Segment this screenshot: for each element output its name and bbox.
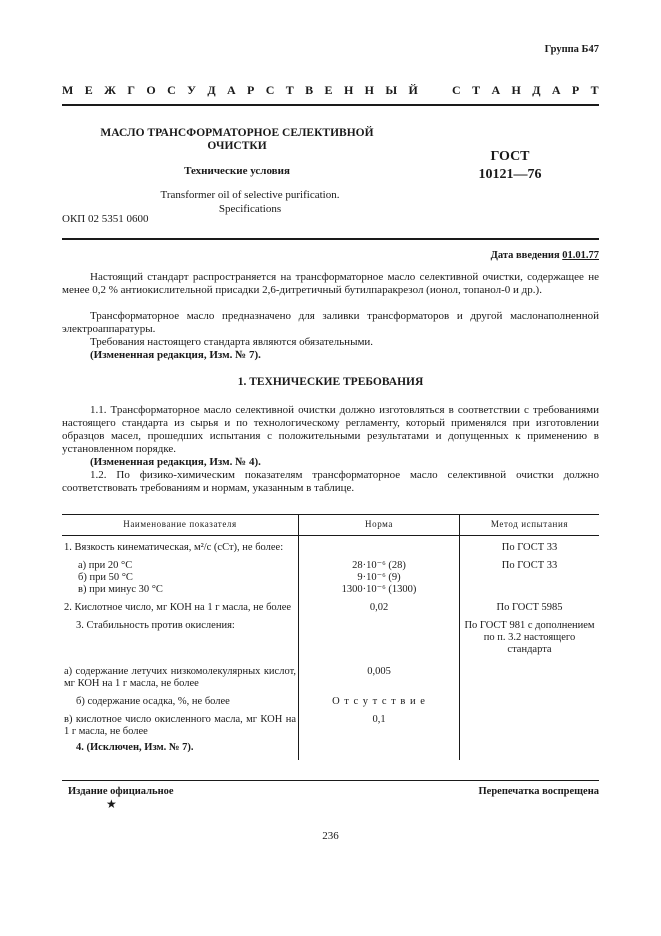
table-row [62,536,599,555]
row-1a-norm: 28·10⁻⁶ (28) [352,560,406,571]
amendment-7-note: (Измененная редакция, Изм. № 7). [90,349,261,361]
intro-paragraph-1 [62,271,599,297]
introduction-date [491,250,599,261]
title-line-1: МАСЛО ТРАНСФОРМАТОРНОЕ СЕЛЕКТИВНОЙ [100,127,374,139]
row-1c-name: в) при минус 30 °С [78,584,163,595]
okp-code: ОКП 02 5351 0600 [62,213,149,225]
clause-1-1 [62,404,599,456]
banner-letter: А [551,83,561,97]
title-line-2: ОЧИСТКИ [207,140,267,152]
date-label: Дата введения [490,250,560,261]
banner-letter: А [226,83,236,97]
table-row [62,708,599,738]
banner-letter: Р [247,83,255,97]
row-2-norm: 0,02 [299,596,460,614]
header-rule [62,104,599,106]
banner-letter: Г [127,83,135,97]
row-3b-method [460,690,600,708]
footer-rule [62,780,599,781]
english-title-line-1: Transformer oil of selective purification. [160,189,340,201]
banner-letter: Н [343,83,354,97]
banner-letter: С [265,83,275,97]
intro-text-1: Настоящий стандарт распространяется на трансформаторное масло селективной очистки, содержащее не менее 0,2 % антиокислительной присадки 2,6-дитретичный бутилпаракрезол (ионол, топанол-0 и др.). [62,271,599,296]
banner-letter: Т [285,83,294,97]
row-1abc-norms [299,554,460,596]
page-number: 236 [322,830,339,842]
table-row [62,738,599,760]
banner-letter: Н [511,83,521,97]
banner-letter: Т [590,83,599,97]
banner-letter: В [305,83,314,97]
row-4-name: 4. (Исключен, Изм. № 7). [62,738,299,760]
banner-letter: Д [207,83,216,97]
intro-paragraph-2 [62,310,599,336]
intro-text-3: Требования настоящего стандарта являются обязательными. [90,336,374,348]
specification-table [62,514,599,760]
row-3c-name: в) кислотное число окисленного масла, мг КОН на 1 г масла, не более [62,708,299,738]
intro-text-2: Трансформаторное масло предназначено для заливки трансформаторов и другой маслонаполненной электроаппаратуры. [62,310,599,335]
amendment-4-note: (Измененная редакция, Изм. № 4). [90,456,261,468]
row-1c-norm: 1300·10⁻⁶ (1300) [341,584,417,595]
row-3a-norm: 0,005 [299,656,460,690]
banner-letter: Н [364,83,374,97]
column-header-norm: Норма [299,514,460,536]
group-code: Группа Б47 [544,44,599,55]
clause-1-1-text: 1.1. Трансформаторное масло селективной очистки должно изготовляться в соответствии с требованиями настоящего стандарта из сырья и по технологическому регламенту, который применялся при изготовлении образцов масел, прошедших испытания с положительными результатами и допущенных к применению в установленном порядке. [62,404,599,455]
row-3c-method [460,708,600,738]
banner-letter: Е [324,83,333,97]
row-3b-norm: О т с у т с т в и е [299,690,460,708]
clause-1-2-text: 1.2. По физико-химическим показателям трансформаторное масло селективной очистки должно соответствовать требованиям и нормам, указанным в таблице. [62,469,599,494]
gost-label: ГОСТ [490,149,530,164]
document-title [62,127,412,153]
english-title [90,188,410,216]
reprint-prohibited-label: Перепечатка воспрещена [478,786,599,797]
gost-designation [440,148,580,184]
banner-letter: Ж [104,83,116,97]
banner-letter: М [62,83,74,97]
row-3c-norm: 0,1 [299,708,460,738]
table-row [62,614,599,656]
section-heading: 1. ТЕХНИЧЕСКИЕ ТРЕБОВАНИЯ [237,376,424,388]
row-3-name: 3. Стабильность против окисления: [62,614,299,656]
banner-letter: А [491,83,501,97]
intro-paragraph-3 [62,336,599,349]
star-icon: ★ [106,797,117,811]
table-row [62,554,599,596]
banner-letter: Й [408,83,418,97]
english-title-line-2: Specifications [218,203,282,215]
row-3-norm [299,614,460,656]
interstate-standard-banner [62,83,599,98]
column-header-name: Наименование показателя [62,514,299,536]
table-row [62,596,599,614]
banner-letter: Д [532,83,541,97]
row-2-method: По ГОСТ 5985 [496,602,563,613]
row-1a-name: а) при 20 °С [78,560,133,571]
intro-amendment-note [62,349,599,362]
row-3b-name: б) содержание осадка, %, не более [62,690,299,708]
column-header-method: Метод испытания [460,514,600,536]
row-1-method: По ГОСТ 33 [501,542,558,553]
row-3a-method [460,656,600,690]
banner-letter: Т [472,83,481,97]
table-row [62,656,599,690]
row-1-norm [299,536,460,555]
row-1-name: 1. Вязкость кинематическая, м²/с (сСт), не более: [62,536,299,555]
banner-letter: Ы [385,83,398,97]
table-row [62,690,599,708]
row-2-name: 2. Кислотное число, мг КОН на 1 г масла, не более [62,596,299,614]
clause-1-1-note [62,456,599,469]
banner-letter: У [187,83,196,97]
gost-number: 10121—76 [478,167,542,182]
banner-letter: Р [571,83,580,97]
banner-letter: Е [84,83,93,97]
row-3a-name: а) содержание летучих низкомолекулярных кислот, мг КОН на 1 г масла, не более [62,656,299,690]
row-1b-norm: 9·10⁻⁶ (9) [357,572,401,583]
row-4-method [460,738,600,760]
row-3-method: По ГОСТ 981 с дополнением по п. 3.2 настоящего стандарта [464,620,595,655]
official-edition-label: Издание официальное [68,786,174,797]
row-1b-name: б) при 50 °С [78,572,133,583]
row-1abc-names [62,554,299,596]
banner-letter: О [146,83,156,97]
banner-letter: С [452,83,461,97]
row-4-norm [299,738,460,760]
title-block-rule [62,238,599,240]
table-header-row [62,514,599,536]
row-1abc-method: По ГОСТ 33 [501,560,558,571]
clause-1-2 [62,469,599,495]
document-subtitle: Технические условия [184,165,290,177]
banner-letter: С [167,83,176,97]
date-value: 01.01.77 [562,250,599,261]
